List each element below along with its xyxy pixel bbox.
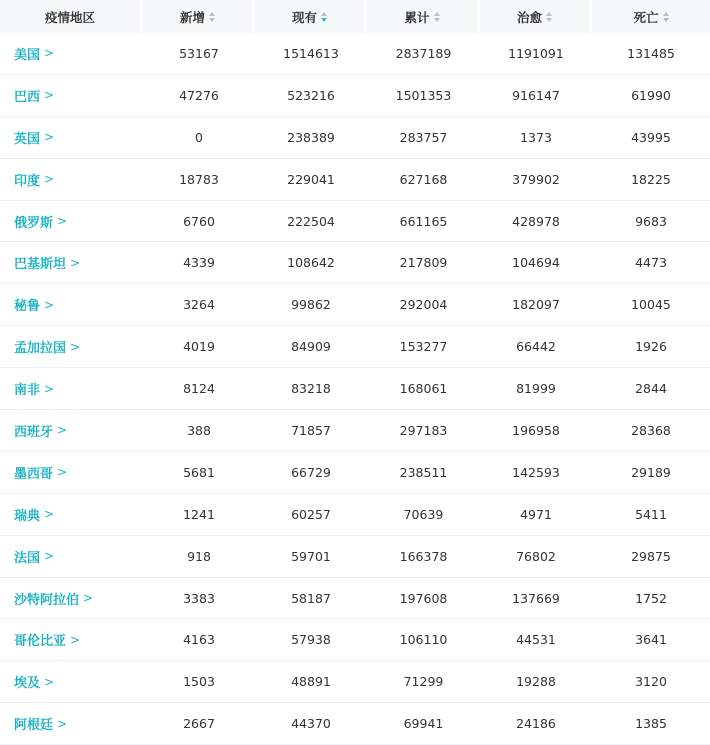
cured-cell: 196958 [512, 422, 560, 438]
country-name: 哥伦比亚 [14, 634, 67, 650]
region-cell [0, 117, 143, 158]
deaths-cell: 29875 [631, 548, 671, 564]
current-cases-cell: 1514613 [283, 45, 339, 61]
country-name: 南非 [14, 383, 41, 399]
sort-icon[interactable] [663, 12, 669, 22]
current-cases-cell: 222504 [287, 213, 335, 229]
new-cases-cell: 4019 [183, 339, 215, 355]
deaths-cell: 2844 [635, 381, 667, 397]
total-cases-cell: 217809 [399, 255, 448, 271]
country-link[interactable] [14, 170, 54, 189]
current-cases-cell: 83218 [291, 381, 331, 397]
new-cases-cell: 0 [195, 129, 203, 145]
header-label: 死亡 [633, 9, 659, 25]
current-cases-cell: 58187 [291, 590, 331, 606]
table-row [0, 410, 710, 452]
current-cases-cell: 48891 [291, 674, 331, 690]
total-cases-cell: 70639 [403, 506, 444, 522]
region-cell [0, 284, 143, 325]
region-cell [0, 703, 143, 744]
table-row [0, 452, 710, 494]
deaths-cell: 1385 [635, 716, 667, 732]
new-cases-cell: 5681 [183, 464, 215, 480]
region-cell [0, 75, 143, 116]
total-cases-cell: 1501353 [395, 87, 452, 103]
table-row [0, 242, 710, 284]
chevron-right-icon: > [70, 632, 81, 647]
country-link[interactable] [14, 128, 54, 147]
table-row [0, 201, 710, 243]
new-cases-cell: 2667 [183, 716, 215, 732]
total-cases-cell: 197608 [399, 590, 448, 606]
country-link[interactable] [14, 212, 67, 231]
chevron-right-icon: > [83, 591, 94, 606]
country-link[interactable] [14, 253, 80, 272]
header-region [0, 0, 143, 33]
header-cured[interactable] [480, 0, 592, 33]
sort-icon[interactable] [209, 12, 215, 22]
total-cases-cell: 69941 [403, 716, 444, 732]
deaths-cell: 1926 [635, 339, 667, 355]
new-cases-cell: 4339 [183, 255, 215, 271]
cured-cell: 44531 [516, 632, 556, 648]
current-cases-cell: 84909 [291, 339, 331, 355]
cured-cell: 4971 [520, 506, 552, 522]
country-name: 孟加拉国 [14, 341, 67, 357]
country-link[interactable] [14, 463, 67, 482]
region-cell [0, 494, 143, 535]
country-link[interactable] [14, 630, 80, 649]
region-cell [0, 201, 143, 242]
country-link[interactable] [14, 295, 54, 314]
chevron-right-icon: > [44, 381, 55, 396]
chevron-right-icon: > [44, 88, 55, 103]
current-cases-cell: 60257 [291, 506, 331, 522]
total-cases-cell: 106110 [399, 632, 448, 648]
table-header [0, 0, 710, 33]
current-cases-cell: 108642 [287, 255, 335, 271]
total-cases-cell: 661165 [399, 213, 448, 229]
sort-icon[interactable] [321, 12, 327, 22]
new-cases-cell: 6760 [183, 213, 215, 229]
chevron-right-icon: > [57, 716, 68, 731]
region-cell [0, 578, 143, 619]
deaths-cell: 18225 [631, 171, 671, 187]
country-link[interactable] [14, 672, 54, 691]
region-cell [0, 536, 143, 577]
header-current[interactable] [255, 0, 367, 33]
current-cases-cell: 66729 [291, 464, 331, 480]
country-name: 沙特阿拉伯 [14, 592, 80, 608]
total-cases-cell: 71299 [403, 674, 444, 690]
deaths-cell: 131485 [627, 45, 675, 61]
country-link[interactable] [14, 421, 67, 440]
country-link[interactable] [14, 86, 54, 105]
deaths-cell: 9683 [635, 213, 667, 229]
region-cell [0, 368, 143, 409]
region-cell [0, 661, 143, 702]
deaths-cell: 4473 [635, 255, 667, 271]
sort-icon[interactable] [546, 12, 552, 22]
cured-cell: 428978 [512, 213, 560, 229]
cured-cell: 76802 [516, 548, 556, 564]
country-name: 巴基斯坦 [14, 257, 67, 273]
chevron-right-icon: > [57, 465, 68, 480]
current-cases-cell: 71857 [291, 422, 331, 438]
table-row [0, 284, 710, 326]
new-cases-cell: 4163 [183, 632, 215, 648]
total-cases-cell: 238511 [399, 464, 448, 480]
current-cases-cell: 57938 [291, 632, 331, 648]
total-cases-cell: 153277 [399, 339, 448, 355]
new-cases-cell: 3264 [183, 297, 215, 313]
chevron-right-icon: > [44, 674, 55, 689]
header-new[interactable] [143, 0, 255, 33]
current-cases-cell: 44370 [291, 716, 331, 732]
region-cell [0, 619, 143, 660]
table-row [0, 159, 710, 201]
table-row [0, 326, 710, 368]
table-row [0, 368, 710, 410]
total-cases-cell: 627168 [399, 171, 448, 187]
header-label: 新增 [179, 9, 205, 25]
total-cases-cell: 2837189 [395, 45, 452, 61]
current-cases-cell: 523216 [287, 87, 335, 103]
cured-cell: 379902 [512, 171, 560, 187]
deaths-cell: 28368 [631, 422, 671, 438]
country-link[interactable] [14, 379, 54, 398]
country-name: 印度 [14, 173, 41, 189]
new-cases-cell: 8124 [183, 381, 215, 397]
cured-cell: 916147 [512, 87, 560, 103]
deaths-cell: 3641 [635, 632, 667, 648]
chevron-right-icon: > [44, 507, 55, 522]
current-cases-cell: 99862 [291, 297, 331, 313]
cured-cell: 66442 [516, 339, 556, 355]
new-cases-cell: 53167 [179, 45, 219, 61]
region-cell [0, 159, 143, 200]
current-cases-cell: 229041 [287, 171, 335, 187]
region-cell [0, 410, 143, 451]
deaths-cell: 3120 [635, 674, 667, 690]
new-cases-cell: 918 [187, 548, 211, 564]
region-cell [0, 452, 143, 493]
deaths-cell: 5411 [635, 506, 667, 522]
cured-cell: 81999 [516, 381, 556, 397]
deaths-cell: 1752 [635, 590, 667, 606]
cured-cell: 137669 [512, 590, 560, 606]
table-row [0, 75, 710, 117]
header-label: 治愈 [516, 9, 542, 25]
country-name: 埃及 [14, 676, 41, 692]
current-cases-cell: 59701 [291, 548, 331, 564]
cured-cell: 1373 [520, 129, 552, 145]
country-link[interactable] [14, 714, 67, 733]
total-cases-cell: 168061 [399, 381, 448, 397]
header-label: 累计 [404, 9, 430, 25]
country-link[interactable] [14, 547, 54, 566]
header-total[interactable] [367, 0, 480, 33]
region-cell [0, 242, 143, 283]
country-name: 秘鲁 [14, 299, 41, 315]
country-name: 西班牙 [14, 424, 54, 440]
cured-cell: 24186 [516, 716, 556, 732]
region-cell [0, 326, 143, 367]
table-row [0, 578, 710, 620]
chevron-right-icon: > [44, 46, 55, 61]
country-name: 墨西哥 [14, 466, 54, 482]
cured-cell: 1191091 [508, 45, 564, 61]
country-name: 瑞典 [14, 508, 41, 524]
cured-cell: 19288 [516, 674, 556, 690]
chevron-right-icon: > [70, 339, 81, 354]
new-cases-cell: 388 [187, 422, 211, 438]
chevron-right-icon: > [44, 297, 55, 312]
chevron-right-icon: > [44, 549, 55, 564]
chevron-right-icon: > [44, 130, 55, 145]
table-body [0, 33, 710, 745]
table-row [0, 619, 710, 661]
deaths-cell: 10045 [631, 297, 671, 313]
cured-cell: 182097 [512, 297, 560, 313]
table-row [0, 661, 710, 703]
deaths-cell: 61990 [631, 87, 671, 103]
table-row [0, 494, 710, 536]
new-cases-cell: 47276 [179, 87, 219, 103]
new-cases-cell: 3383 [183, 590, 215, 606]
total-cases-cell: 283757 [399, 129, 448, 145]
country-link[interactable] [14, 589, 93, 608]
header-label: 现有 [291, 9, 317, 25]
country-name: 巴西 [14, 89, 41, 105]
sort-icon[interactable] [434, 12, 440, 22]
country-name: 美国 [14, 47, 41, 63]
deaths-cell: 43995 [631, 129, 671, 145]
total-cases-cell: 166378 [399, 548, 448, 564]
country-link[interactable] [14, 337, 80, 356]
chevron-right-icon: > [70, 255, 81, 270]
table-row [0, 703, 710, 745]
chevron-right-icon: > [57, 214, 68, 228]
header-label: 疫情地区 [44, 9, 95, 25]
country-link[interactable] [14, 44, 54, 63]
header-deaths[interactable] [592, 0, 710, 33]
current-cases-cell: 238389 [287, 129, 335, 145]
cured-cell: 104694 [512, 255, 560, 271]
country-name: 俄罗斯 [14, 215, 54, 231]
country-name: 阿根廷 [14, 718, 54, 734]
country-name: 英国 [14, 131, 41, 147]
new-cases-cell: 1503 [183, 674, 215, 690]
chevron-right-icon: > [44, 172, 55, 187]
new-cases-cell: 18783 [179, 171, 219, 187]
country-name: 法国 [14, 550, 41, 566]
table-row [0, 33, 710, 75]
region-cell [0, 33, 143, 74]
cured-cell: 142593 [512, 464, 560, 480]
chevron-right-icon: > [57, 423, 68, 438]
total-cases-cell: 297183 [399, 422, 448, 438]
table-row [0, 536, 710, 578]
new-cases-cell: 1241 [183, 506, 215, 522]
table-row [0, 117, 710, 159]
total-cases-cell: 292004 [399, 297, 448, 313]
deaths-cell: 29189 [631, 464, 671, 480]
country-link[interactable] [14, 505, 54, 524]
